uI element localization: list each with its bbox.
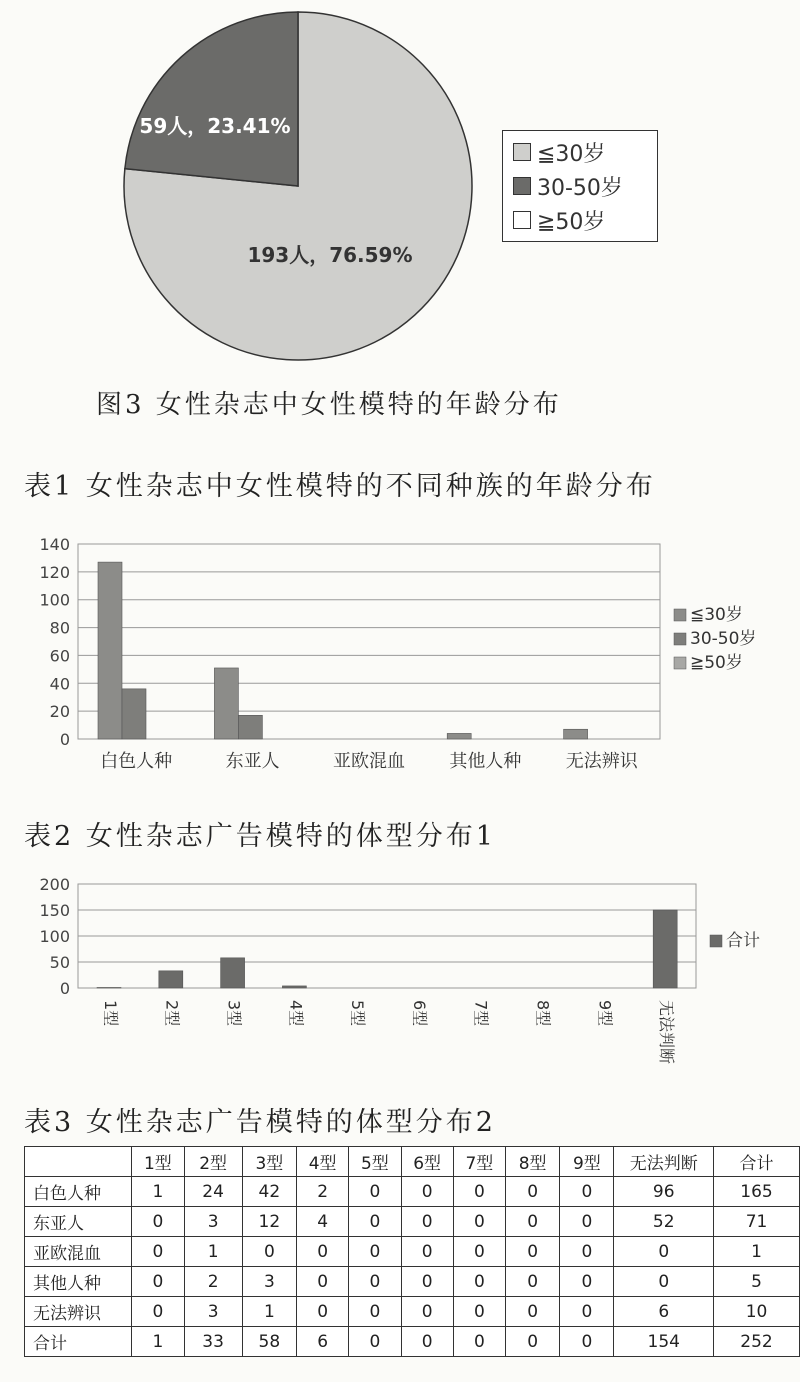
table-cell: 0 <box>297 1297 349 1327</box>
y-tick-label: 0 <box>59 979 70 998</box>
table-cell: 12 <box>242 1207 296 1237</box>
bar <box>238 715 262 739</box>
x-tick-label: 2型 <box>162 1000 182 1027</box>
legend-item <box>513 171 623 201</box>
legend-label: 30-50岁 <box>537 175 623 201</box>
table-header-cell: 合计 <box>714 1147 800 1177</box>
legend-swatch <box>513 177 531 195</box>
table-cell: 2 <box>297 1177 349 1207</box>
table-cell: 58 <box>242 1327 296 1357</box>
legend-label: ≧50岁 <box>690 653 743 673</box>
y-tick-label: 50 <box>49 953 70 972</box>
table-header-cell: 8型 <box>506 1147 560 1177</box>
bar <box>159 971 183 988</box>
pie-slice-label: 59人，23.41% <box>139 114 291 138</box>
table-cell: 0 <box>453 1327 505 1357</box>
table-cell: 0 <box>132 1297 184 1327</box>
table-cell: 2 <box>184 1267 242 1297</box>
table-cell: 5 <box>714 1267 800 1297</box>
x-tick-label: 无法辨识 <box>565 751 638 772</box>
table-cell: 1 <box>242 1297 296 1327</box>
table3-caption: 表3 女性杂志广告模特的体型分布2 <box>24 1107 496 1138</box>
table-cell: 24 <box>184 1177 242 1207</box>
table-cell: 42 <box>242 1177 296 1207</box>
bar <box>447 733 471 739</box>
table-cell: 96 <box>614 1177 714 1207</box>
table-cell: 52 <box>614 1207 714 1237</box>
x-tick-label: 5型 <box>348 1000 368 1027</box>
table-cell: 0 <box>560 1237 614 1267</box>
x-tick-label: 东亚人 <box>225 751 280 772</box>
table-row <box>25 1267 800 1297</box>
plot-area <box>78 544 660 739</box>
table-header-cell: 3型 <box>242 1147 296 1177</box>
table-cell: 0 <box>349 1207 401 1237</box>
x-tick-label: 其他人种 <box>449 751 522 772</box>
bar <box>122 689 146 739</box>
table-cell: 0 <box>349 1297 401 1327</box>
table-cell: 0 <box>453 1237 505 1267</box>
table1-caption: 表1 女性杂志中女性模特的不同种族的年龄分布 <box>24 471 656 502</box>
table-cell: 0 <box>453 1297 505 1327</box>
table-cell: 3 <box>242 1267 296 1297</box>
table-cell: 0 <box>453 1267 505 1297</box>
table-cell: 0 <box>401 1297 453 1327</box>
bar <box>564 729 588 739</box>
x-tick-label: 1型 <box>100 1000 120 1027</box>
legend-swatch <box>513 143 531 161</box>
legend-label: ≦30岁 <box>690 605 743 625</box>
table-cell: 0 <box>401 1237 453 1267</box>
y-tick-label: 120 <box>39 562 70 582</box>
table-row <box>25 1237 800 1267</box>
body-type-table <box>24 1146 800 1357</box>
table-cell: 0 <box>132 1237 184 1267</box>
x-tick-label: 8型 <box>533 1000 553 1027</box>
pie-slice-label: 193人，76.59% <box>247 243 413 267</box>
table-header-cell <box>25 1147 132 1177</box>
legend-label: 合计 <box>726 931 760 951</box>
table-cell: 0 <box>560 1327 614 1357</box>
bar <box>653 910 677 988</box>
legend-label: 30-50岁 <box>690 629 757 649</box>
legend-swatch <box>674 609 686 621</box>
y-tick-label: 150 <box>39 901 70 920</box>
x-tick-label: 白色人种 <box>100 751 173 772</box>
y-tick-label: 200 <box>39 875 70 894</box>
table-cell: 0 <box>297 1237 349 1267</box>
table-cell: 0 <box>401 1327 453 1357</box>
table-header-cell: 2型 <box>184 1147 242 1177</box>
y-tick-label: 0 <box>59 730 70 749</box>
table-cell: 0 <box>506 1297 560 1327</box>
table-cell: 0 <box>349 1237 401 1267</box>
legend-label: ≧50岁 <box>537 209 606 235</box>
table-cell: 0 <box>506 1177 560 1207</box>
table-cell: 0 <box>349 1177 401 1207</box>
table2-caption: 表2 女性杂志广告模特的体型分布1 <box>24 821 496 852</box>
table-cell: 252 <box>714 1327 800 1357</box>
table-header-cell: 9型 <box>560 1147 614 1177</box>
table-header-row <box>25 1147 800 1177</box>
table-cell: 0 <box>453 1207 505 1237</box>
table-cell: 亚欧混血 <box>25 1237 132 1267</box>
bar <box>97 987 121 988</box>
y-tick-label: 40 <box>49 674 70 694</box>
legend-swatch <box>674 633 686 645</box>
x-tick-label: 4型 <box>286 1000 306 1027</box>
table-cell: 10 <box>714 1297 800 1327</box>
table-cell: 6 <box>297 1327 349 1357</box>
table-cell: 4 <box>297 1207 349 1237</box>
table-cell: 0 <box>506 1237 560 1267</box>
pie-chart <box>0 0 800 380</box>
table-cell: 0 <box>560 1207 614 1237</box>
table-cell: 6 <box>614 1297 714 1327</box>
bar <box>98 562 122 739</box>
bar <box>221 958 245 988</box>
x-tick-label: 3型 <box>224 1000 244 1027</box>
y-tick-label: 60 <box>49 646 70 666</box>
pie-slice <box>125 12 298 186</box>
y-tick-label: 100 <box>39 590 70 610</box>
bar-chart-body-type <box>0 868 800 1090</box>
table-cell: 3 <box>184 1297 242 1327</box>
table-cell: 1 <box>184 1237 242 1267</box>
table-cell: 白色人种 <box>25 1177 132 1207</box>
y-tick-label: 100 <box>39 927 70 946</box>
table-header-cell: 5型 <box>349 1147 401 1177</box>
table-cell: 0 <box>560 1267 614 1297</box>
y-tick-label: 140 <box>39 535 70 554</box>
bar <box>282 986 306 988</box>
table-row <box>25 1297 800 1327</box>
table-cell: 0 <box>614 1237 714 1267</box>
table-header-cell: 7型 <box>453 1147 505 1177</box>
table-cell: 合计 <box>25 1327 132 1357</box>
table-header-cell: 1型 <box>132 1147 184 1177</box>
table-cell: 0 <box>349 1267 401 1297</box>
legend-label: ≦30岁 <box>537 141 606 167</box>
table-cell: 0 <box>401 1267 453 1297</box>
table-cell: 0 <box>401 1207 453 1237</box>
legend-swatch <box>513 211 531 229</box>
table-header-cell: 4型 <box>297 1147 349 1177</box>
table-cell: 0 <box>506 1327 560 1357</box>
x-tick-label: 7型 <box>471 1000 491 1027</box>
table-cell: 0 <box>560 1297 614 1327</box>
table-row <box>25 1207 800 1237</box>
table-cell: 1 <box>714 1237 800 1267</box>
table-cell: 0 <box>349 1327 401 1357</box>
figure3-caption: 图3 女性杂志中女性模特的年龄分布 <box>96 390 562 420</box>
table-cell: 33 <box>184 1327 242 1357</box>
table-cell: 0 <box>132 1207 184 1237</box>
table-cell: 0 <box>506 1267 560 1297</box>
table-cell: 0 <box>401 1177 453 1207</box>
legend-swatch <box>674 657 686 669</box>
table-cell: 165 <box>714 1177 800 1207</box>
pie-legend <box>502 130 658 242</box>
table-header-cell: 6型 <box>401 1147 453 1177</box>
table-cell: 0 <box>453 1177 505 1207</box>
table-cell: 154 <box>614 1327 714 1357</box>
table-cell: 0 <box>132 1267 184 1297</box>
bar-chart-race-age <box>0 520 800 790</box>
y-tick-label: 20 <box>49 702 70 722</box>
table-cell: 0 <box>560 1177 614 1207</box>
table-cell: 1 <box>132 1327 184 1357</box>
legend-item <box>513 137 605 167</box>
table-header-cell: 无法判断 <box>614 1147 714 1177</box>
table-row <box>25 1177 800 1207</box>
y-tick-label: 80 <box>49 618 70 638</box>
x-tick-label: 6型 <box>409 1000 429 1027</box>
table-cell: 其他人种 <box>25 1267 132 1297</box>
x-tick-label: 无法判断 <box>657 1000 677 1065</box>
table-cell: 3 <box>184 1207 242 1237</box>
x-tick-label: 亚欧混血 <box>333 751 405 772</box>
table-cell: 0 <box>614 1267 714 1297</box>
table-cell: 0 <box>297 1267 349 1297</box>
table-cell: 0 <box>242 1237 296 1267</box>
table-row <box>25 1327 800 1357</box>
table-cell: 0 <box>506 1207 560 1237</box>
legend-item <box>513 205 605 235</box>
bar <box>214 668 238 739</box>
table-cell: 无法辨识 <box>25 1297 132 1327</box>
table-cell: 71 <box>714 1207 800 1237</box>
table-cell: 1 <box>132 1177 184 1207</box>
table-cell: 东亚人 <box>25 1207 132 1237</box>
legend-swatch <box>710 935 722 947</box>
x-tick-label: 9型 <box>595 1000 615 1027</box>
